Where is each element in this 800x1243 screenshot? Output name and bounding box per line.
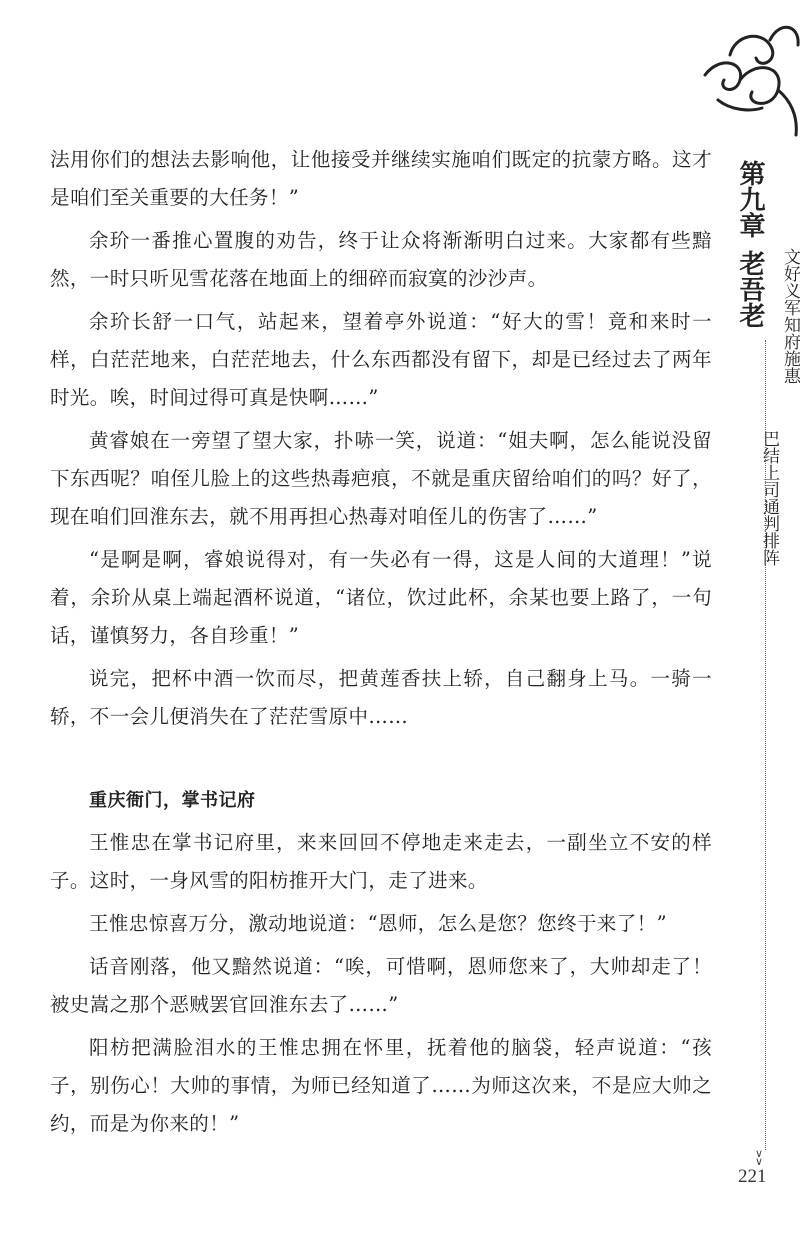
- paragraph: 说完，把杯中酒一饮而尽，把黄莲香扶上轿，自己翻身上马。一骑一轿，不一会儿便消失在了茫茫雪原中……: [50, 667, 712, 728]
- paragraph: 余玠一番推心置腹的劝告，终于让众将渐渐明白过来。大家都有些黯然，一时只听见雪花落在地面上的细碎而寂寞的沙沙声。: [50, 229, 712, 290]
- paragraph: 阳枋把满脸泪水的王惟忠拥在怀里，抚着他的脑袋，轻声说道：“孩子，别伤心！大帅的事情，为师已经知道了……为师这次来，不是应大帅之约，而是为你来的！”: [50, 1036, 712, 1135]
- chapter-subtitle-2: 巴结上司通判排阵: [759, 430, 779, 566]
- chevron-down-icon: ∨ ∨: [755, 1147, 764, 1168]
- section-title: 重庆衙门，掌书记府: [89, 790, 256, 811]
- paragraph: 王惟忠惊喜万分，激动地说道：“恩师，怎么是您？您终于来了！”: [89, 912, 667, 935]
- paragraph: 法用你们的想法去影响他，让他接受并继续实施咱们既定的抗蒙方略。这才是咱们至关重要的大任务！”: [50, 148, 712, 209]
- chapter-name: 老吾老: [735, 250, 765, 328]
- dotted-divider: [765, 340, 766, 1150]
- chapter-label: 第九章: [735, 160, 765, 238]
- paragraph: 话音刚落，他又黯然说道：“唉，可惜啊，恩师您来了，大帅却走了！被史嵩之那个恶贼罢官回淮东去了……”: [50, 955, 712, 1016]
- chapter-subtitle-1: 文好义军知府施惠: [780, 248, 800, 384]
- body-text: [50, 141, 712, 1148]
- paragraph: “是啊是啊，睿娘说得对，有一失必有一得，这是人间的大道理！”说着，余玠从桌上端起酒杯说道，“诸位，饮过此杯，余某也要上路了，一句话，谨慎努力，各自珍重！”: [50, 548, 712, 647]
- cloud-ornament-icon: [700, 0, 800, 150]
- paragraph: 余玠长舒一口气，站起来，望着亭外说道：“好大的雪！竟和来时一样，白茫茫地来，白茫茫地去，什么东西都没有留下，却是已经过去了两年时光。唉，时间过得可真是快啊……”: [50, 310, 712, 409]
- page-number: 221: [738, 1166, 767, 1187]
- paragraph: 王惟忠在掌书记府里，来来回回不停地走来走去，一副坐立不安的样子。这时，一身风雪的阳枋推开大门，走了进来。: [50, 831, 712, 892]
- paragraph: 黄睿娘在一旁望了望大家，扑哧一笑，说道：“姐夫啊，怎么能说没留下东西呢？咱侄儿脸上的这些热毒疤痕，不就是重庆留给咱们的吗？好了，现在咱们回淮东去，就不用再担心热毒对咱侄儿的伤害了……”: [50, 429, 712, 528]
